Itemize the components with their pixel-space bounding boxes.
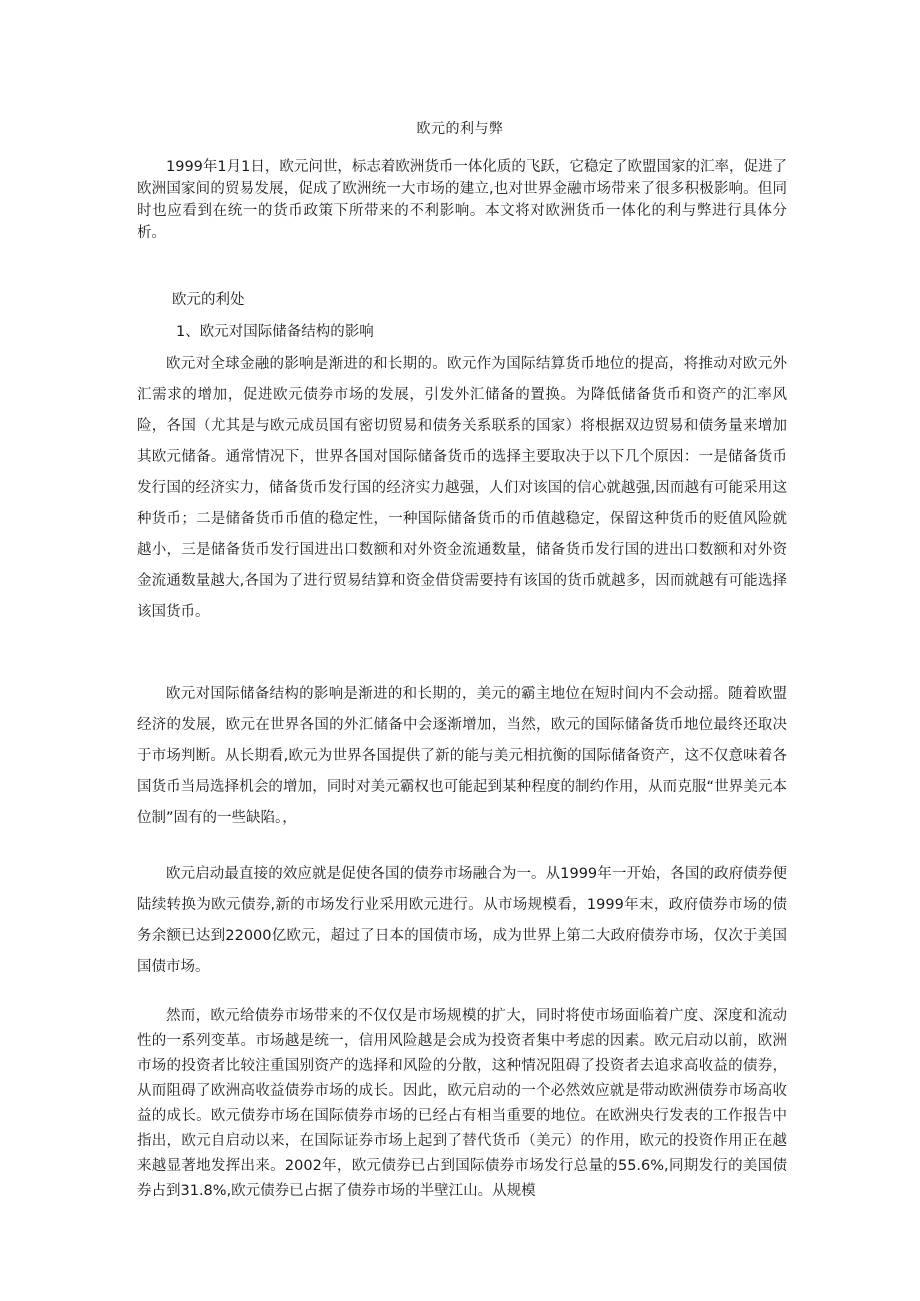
section-heading: 欧元的利处	[172, 292, 245, 308]
body-paragraph: 欧元对国际储备结构的影响是渐进的和长期的，美元的霸主地位在短时间内不会动摇。随着欧盟经济的发展，欧元在世界各国的外汇储备中会逐渐增加，当然，欧元的国际储备货币地位最终还取决于市场判断。从长期看,欧元为世界各国提供了新的能与美元相抗衡的国际储备资产，这不仅意味着各国货币当局选择机会的增加，同时对美元霸权也可能起到某种程度的制约作用，从而克服“世界美元本位制”固有的一些缺陷。，	[137, 686, 787, 826]
subsection-heading: 1、欧元对国际储备结构的影响	[176, 324, 374, 340]
intro-paragraph: 1999年1月1日，欧元问世，标志着欧洲货币一体化质的飞跃，它稳定了欧盟国家的汇率，促进了欧洲国家间的贸易发展，促成了欧洲统一大市场的建立,也对世界金融市场带来了很多积极影响。但同时也应看到在统一的货币政策下所带来的不利影响。本文将对欧洲货币一体化的利与弊进行具体分析。	[137, 159, 787, 241]
body-paragraph: 然而，欧元给债券市场带来的不仅仅是市场规模的扩大，同时将使市场面临着广度、深度和流动性的一系列变革。市场越是统一，信用风险越是会成为投资者集中考虑的因素。欧元启动以前，欧洲市场的投资者比较注重国别资产的选择和风险的分散，这种情况阻碍了投资者去追求高收益的债券，从而阻碍了欧洲高收益债券市场的成长。因此，欧元启动的一个必然效应就是带动欧洲债券市场高收益的成长。欧元债券市场在国际债券市场的已经占有相当重要的地位。在欧洲央行发表的工作报告中指出，欧元自启动以来，在国际证券市场上起到了替代货币（美元）的作用，欧元的投资作用正在越来越显著地发挥出来。2002年，欧元债券已占到国际债券市场发行总量的55.6%,同期发行的美国债券占到31.8%,欧元债券已占据了债券市场的半壁江山。从规模	[137, 1008, 787, 1199]
body-paragraph: 欧元启动最直接的效应就是促使各国的债券市场融合为一。从1999年一开始，各国的政府债券便陆续转换为欧元债券,新的市场发行业采用欧元进行。从市场规模看，1999年末，政府债券市场的债务余额已达到22000亿欧元，超过了日本的国债市场，成为世界上第二大政府债券市场，仅次于美国国债市场。	[137, 866, 787, 975]
document-title: 欧元的利与弊	[416, 121, 504, 137]
body-paragraph: 欧元对全球金融的影响是渐进的和长期的。欧元作为国际结算货币地位的提高，将推动对欧元外汇需求的增加，促进欧元债券市场的发展，引发外汇储备的置换。为降低储备货币和资产的汇率风险，各国（尤其是与欧元成员国有密切贸易和债务关系联系的国家）将根据双边贸易和债务量来增加其欧元储备。通常情况下，世界各国对国际储备货币的选择主要取决于以下几个原因：一是储备货币发行国的经济实力，储备货币发行国的经济实力越强，人们对该国的信心就越强,因而越有可能采用这种货币；二是储备货币币值的稳定性，一种国际储备货币的币值越稳定，保留这种货币的贬值风险就越小，三是储备货币发行国进出口数额和对外资金流通数量，储备货币发行国的进出口数额和对外资金流通数量越大,各国为了进行贸易结算和资金借贷需要持有该国的货币就越多，因而就越有可能选择该国货币。	[137, 356, 787, 620]
